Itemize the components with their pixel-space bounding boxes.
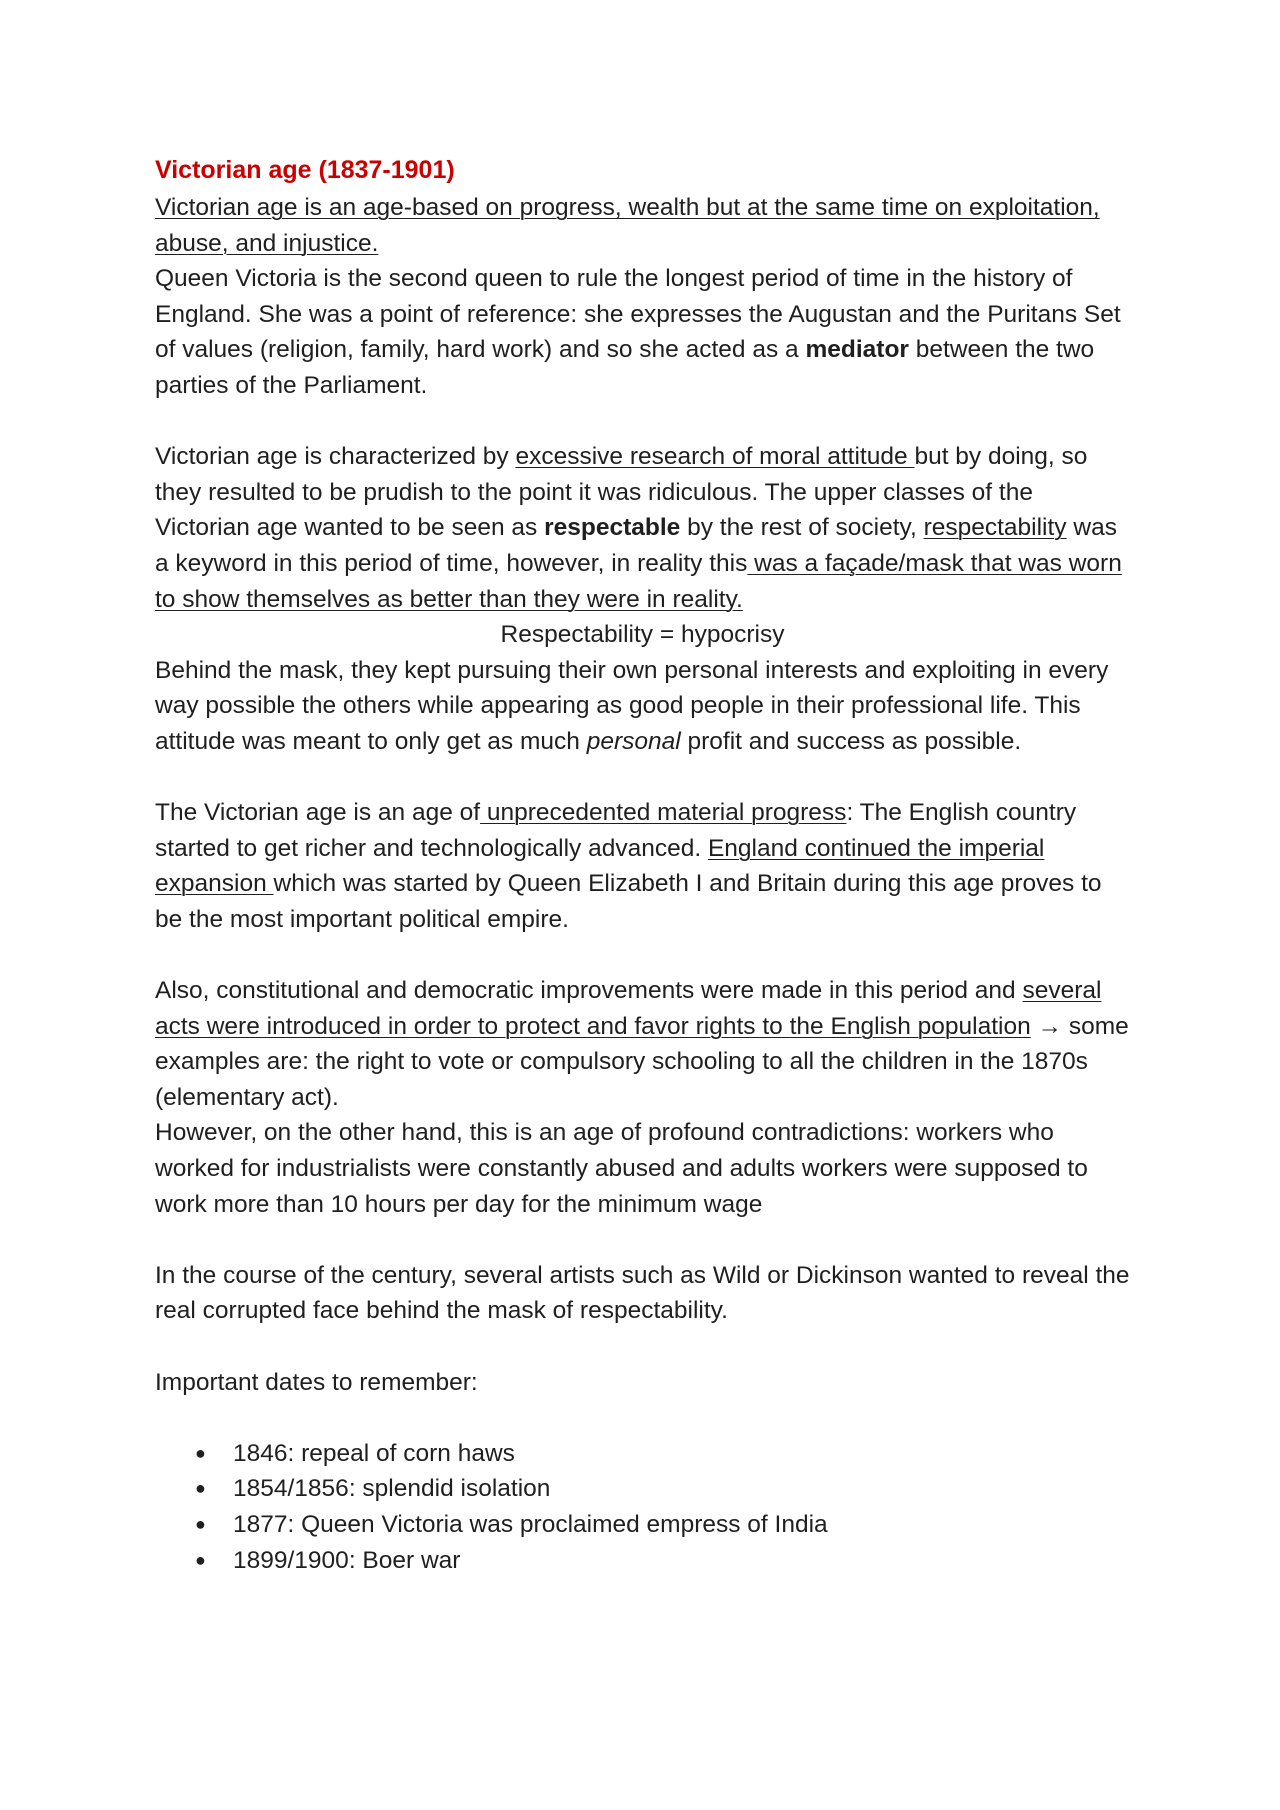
mask-paragraph: Behind the mask, they kept pursuing their own personal interests and exploiting in every way possible the others while appearing as good people in their professional life. This attitude was meant to only get as much personal profit and success as possible. bbox=[155, 656, 1109, 755]
document-body bbox=[155, 150, 1130, 1578]
list-item: ● 1899/1900: Boer war bbox=[195, 1543, 1130, 1579]
bullet-icon: ● bbox=[195, 1442, 206, 1463]
artists-paragraph: In the course of the century, several artists such as Wild or Dickinson wanted to reveal the real corrupted face behind the mask of respectability. bbox=[155, 1261, 1130, 1325]
dates-heading: Important dates to remember: bbox=[155, 1368, 478, 1396]
intro-summary: Victorian age is an age-based on progress, wealth but at the same time on exploitation, abuse, and injustice. bbox=[155, 194, 1100, 257]
respectability-equation: Respectability = hypocrisy bbox=[500, 621, 785, 649]
bullet-icon: ● bbox=[195, 1513, 206, 1534]
list-item: ● 1854/1856: splendid isolation bbox=[195, 1471, 1130, 1507]
respectability-paragraph: Victorian age is characterized by excessive research of moral attitude but by doing, so they resulted to be prudish to the point it was ridiculous. The upper classes of the Victorian age wanted to be seen as respectable by the rest of society, respectability was a keyword in this period of time, however, in reality this was a façade/mask that was worn to show themselves as better than they were in reality. bbox=[155, 443, 1122, 613]
dates-list bbox=[155, 1436, 1130, 1578]
list-item: ● 1877: Queen Victoria was proclaimed empress of India bbox=[195, 1507, 1130, 1543]
reforms-paragraph: Also, constitutional and democratic improvements were made in this period and several acts were introduced in order to protect and favor rights to the English population → some examples are: the right to vote or compulsory schooling to all the children in the 1870s (elementary act). bbox=[155, 977, 1129, 1111]
page-title: Victorian age (1837-1901) bbox=[155, 156, 455, 184]
progress-paragraph: The Victorian age is an age of unprecedented material progress: The English country started to get richer and technologically advanced. England continued the imperial expansion which was started by Queen Elizabeth I and Britain during this age proves to be the most important political empire. bbox=[155, 799, 1102, 933]
bullet-icon: ● bbox=[195, 1478, 206, 1499]
contradictions-paragraph: However, on the other hand, this is an age of profound contradictions: workers who worked for industrialists were constantly abused and adults workers were supposed to work more than 10 hours per day for the minimum wage bbox=[155, 1119, 1088, 1218]
bullet-icon: ● bbox=[195, 1549, 206, 1570]
intro-paragraph: Queen Victoria is the second queen to rule the longest period of time in the history of England. She was a point of reference: she expresses the Augustan and the Puritans Set of values (religion, family, hard work) and so she acted as a mediator between the two parties of the Parliament. bbox=[155, 265, 1121, 399]
list-item: ● 1846: repeal of corn haws bbox=[195, 1436, 1130, 1472]
